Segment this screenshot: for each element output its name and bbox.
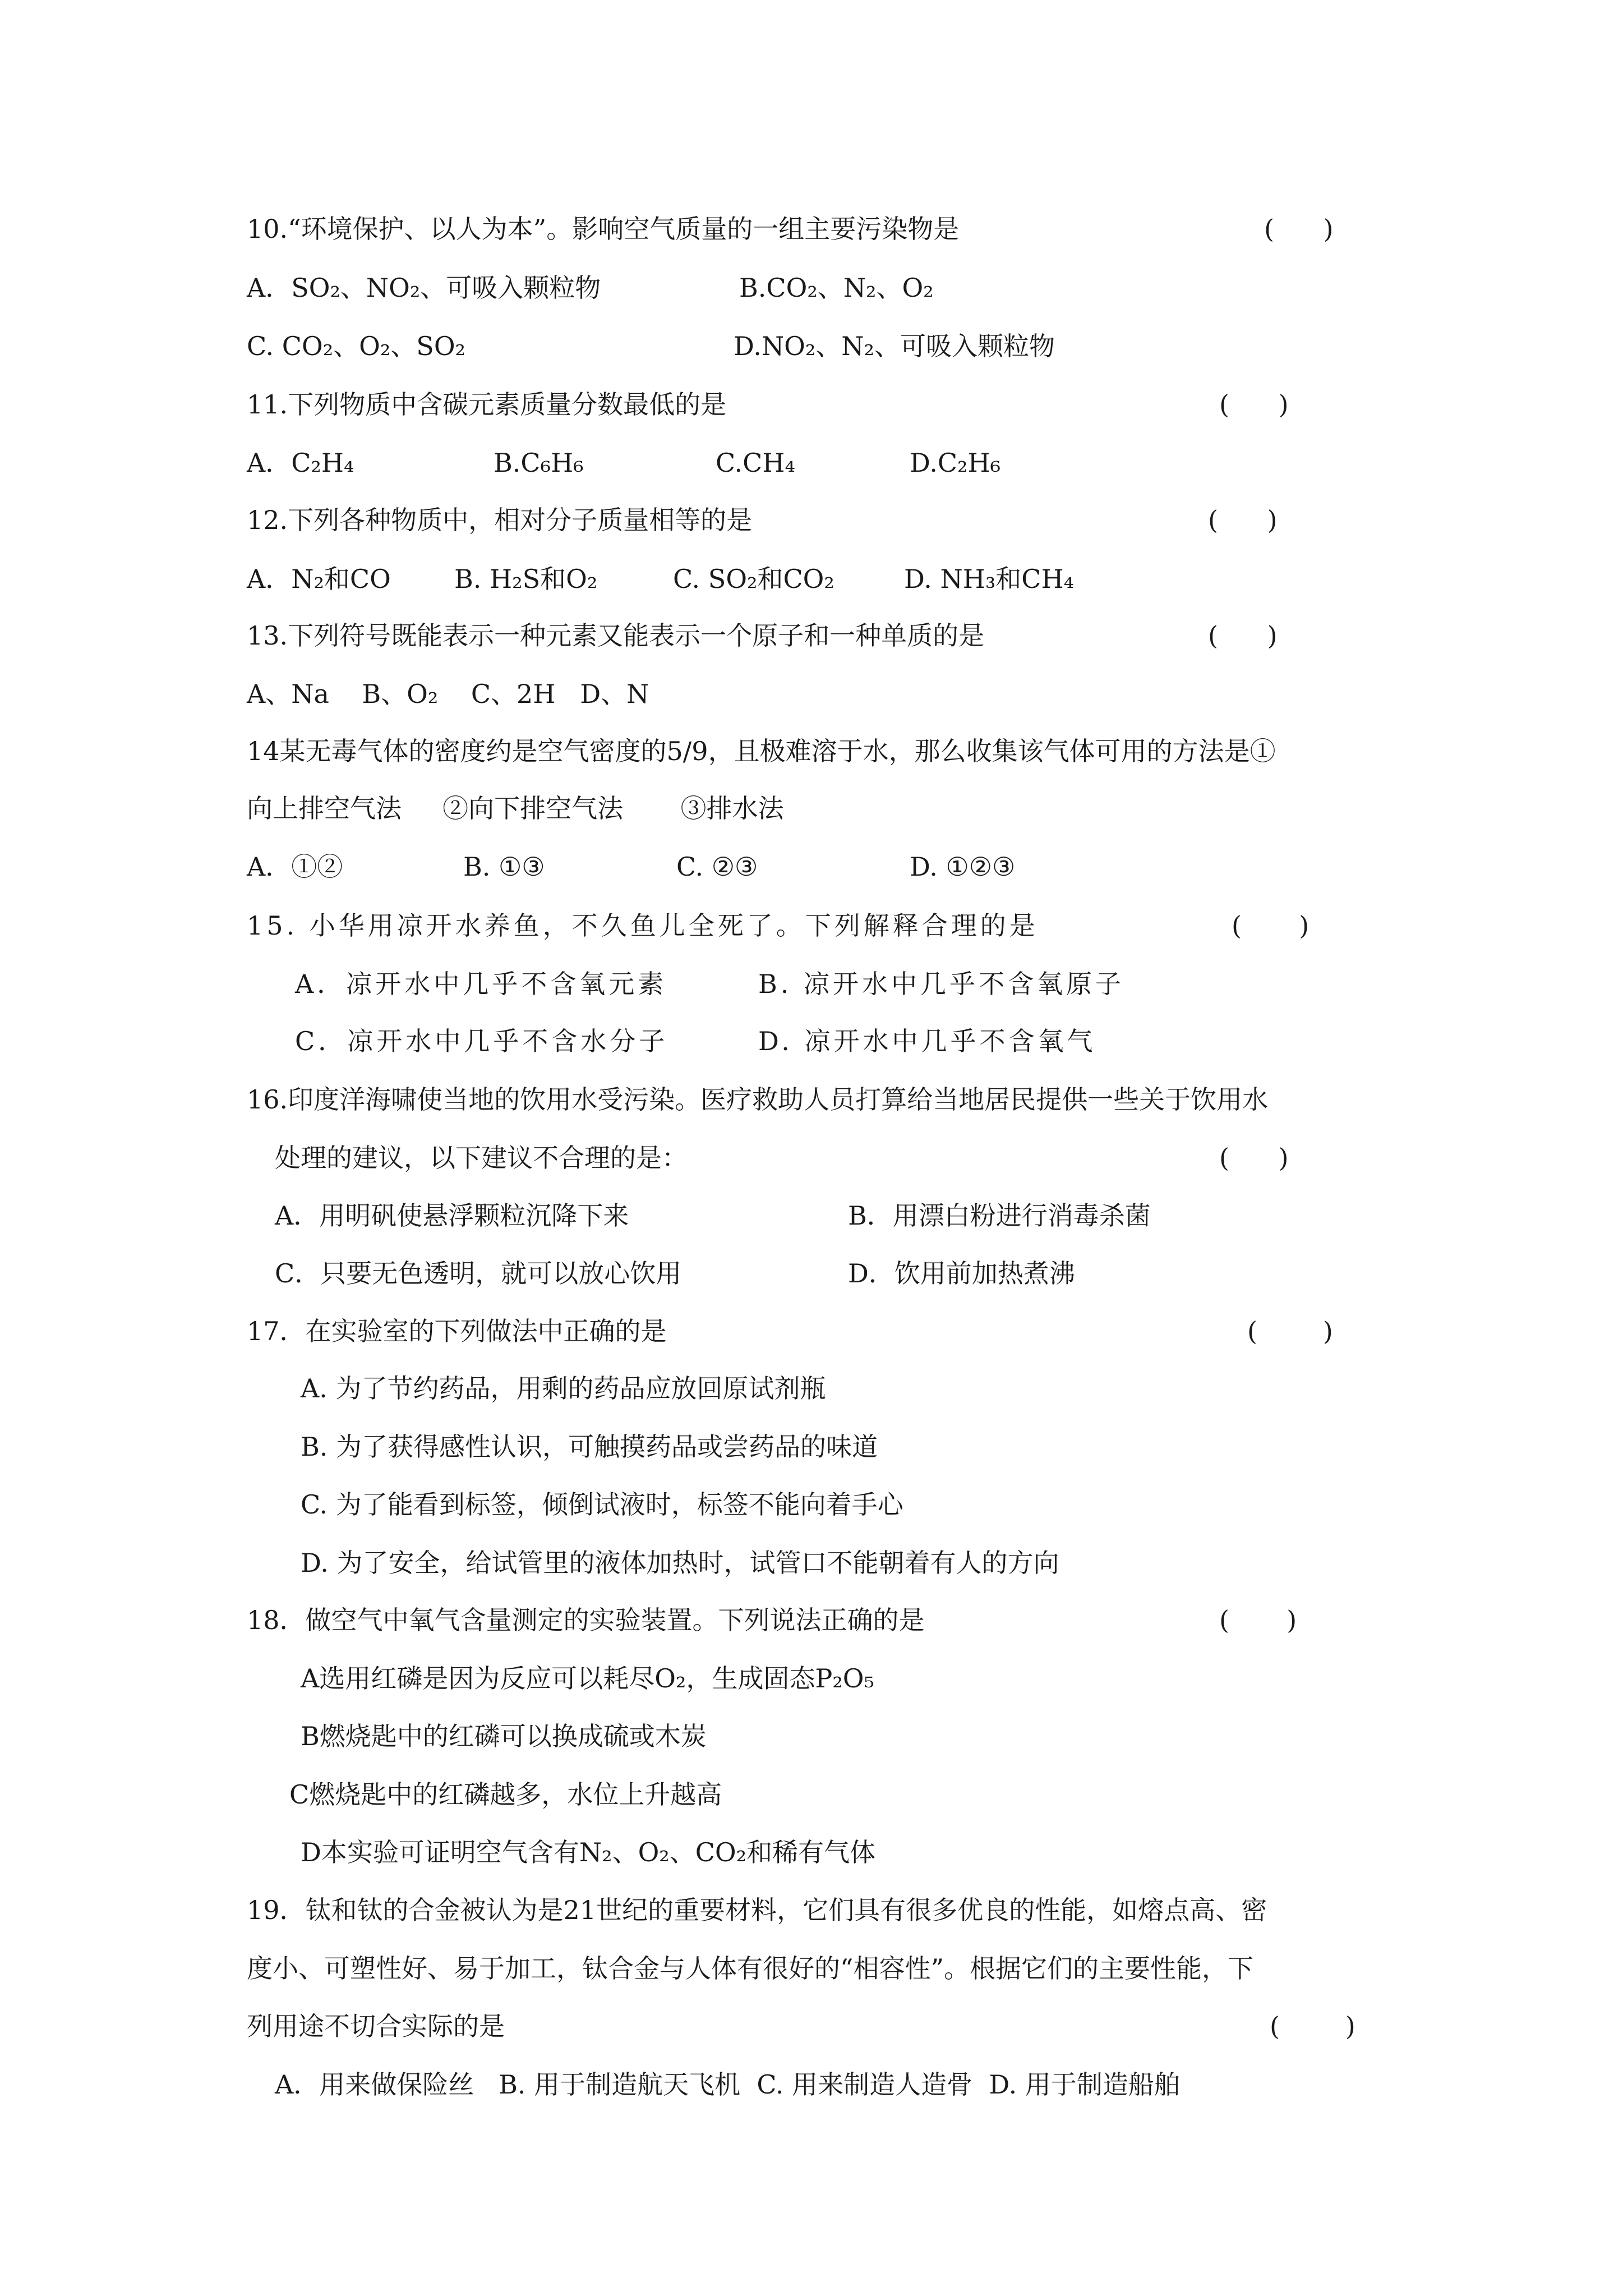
question-12-option-a: A．N₂和CO (247, 564, 391, 594)
question-19-stem-line-2: 度小、可塑性好、易于加工，钛合金与人体有很好的“相容性”。根据它们的主要性能，下 (247, 1953, 1254, 1984)
question-10-option-a: A．SO₂、NO₂、可吸入颗粒物 (247, 273, 601, 303)
question-19-answer-blank: ( ) (1270, 2011, 1355, 2041)
question-19-options: A．用来做保险丝 B. 用于制造航天飞机 C. 用来制造人造骨 D. 用于制造船舶 (275, 2069, 1180, 2100)
question-12-option-b: B. H₂S和O₂ (454, 564, 598, 594)
question-16-option-d: D．饮用前加热煮沸 (848, 1258, 1075, 1289)
question-13-options: A、Na B、O₂ C、2H D、N (247, 679, 649, 709)
question-14-stem-line-1: 14某无毒气体的密度约是空气密度的5/9，且极难溶于水，那么收集该气体可用的方法是① (247, 736, 1276, 766)
question-16-option-b: B．用漂白粉进行消毒杀菌 (848, 1200, 1151, 1231)
question-15-option-d: D. 凉开水中几乎不含氧气 (758, 1026, 1096, 1056)
question-16-option-c: C．只要无色透明，就可以放心饮用 (275, 1258, 682, 1289)
question-15-stem: 15. 小华用凉开水养鱼，不久鱼儿全死了。下列解释合理的是 (247, 910, 1039, 941)
question-19-stem-line-1: 19．钛和钛的合金被认为是21世纪的重要材料，它们具有很多优良的性能，如熔点高、密 (247, 1895, 1267, 1925)
question-11-option-b: B.C₆H₆ (494, 448, 584, 478)
question-16-answer-blank: ( ) (1219, 1143, 1289, 1173)
question-10-option-c: C. CO₂、O₂、SO₂ (247, 331, 465, 361)
question-16-stem-line-2: 处理的建议，以下建议不合理的是： (275, 1143, 688, 1173)
question-13-answer-blank: ( ) (1208, 620, 1278, 651)
question-11-option-d: D.C₂H₆ (910, 448, 1001, 478)
question-14-option-c: C. ②③ (676, 852, 758, 882)
question-11-option-c: C.CH₄ (716, 448, 795, 478)
question-11-option-a: A．C₂H₄ (247, 448, 354, 478)
question-17-option-b: B. 为了获得感性认识，可触摸药品或尝药品的味道 (301, 1432, 878, 1462)
question-18-stem: 18．做空气中氧气含量测定的实验装置。下列说法正确的是 (247, 1605, 925, 1635)
question-10-stem: 10.“环境保护、以人为本”。影响空气质量的一组主要污染物是 (247, 214, 960, 244)
question-10-option-d: D.NO₂、N₂、可吸入颗粒物 (734, 331, 1055, 361)
question-12-answer-blank: ( ) (1208, 505, 1278, 535)
question-17-answer-blank: ( ) (1247, 1316, 1333, 1346)
question-18-option-b: B燃烧匙中的红磷可以换成硫或木炭 (301, 1721, 707, 1751)
question-14-option-a: A．①② (247, 852, 343, 882)
question-15-option-a: A．凉开水中几乎不含氧元素 (295, 969, 667, 999)
question-19-stem-line-3: 列用途不切合实际的是 (247, 2011, 505, 2041)
question-18-option-c: C燃烧匙中的红磷越多，水位上升越高 (289, 1779, 722, 1810)
question-12-stem: 12.下列各种物质中，相对分子质量相等的是 (247, 505, 753, 535)
question-18-answer-blank: ( ) (1219, 1605, 1297, 1635)
question-10-option-b: B.CO₂、N₂、O₂ (739, 273, 934, 303)
question-11-answer-blank: ( ) (1219, 389, 1289, 420)
question-17-stem: 17．在实验室的下列做法中正确的是 (247, 1316, 667, 1346)
question-17-option-d: D. 为了安全，给试管里的液体加热时，试管口不能朝着有人的方向 (301, 1548, 1059, 1578)
question-17-option-a: A. 为了节约药品，用剩的药品应放回原试剂瓶 (301, 1373, 826, 1404)
question-10-answer-blank: ( ) (1264, 214, 1334, 244)
question-14-option-b: B. ①③ (463, 852, 545, 882)
question-16-option-a: A．用明矾使悬浮颗粒沉降下来 (275, 1200, 629, 1231)
question-15-answer-blank: ( ) (1232, 910, 1310, 941)
question-11-stem: 11.下列物质中含碳元素质量分数最低的是 (247, 389, 727, 420)
question-13-stem: 13.下列符号既能表示一种元素又能表示一个原子和一种单质的是 (247, 620, 985, 651)
question-12-option-d: D. NH₃和CH₄ (904, 564, 1075, 594)
question-14-option-d: D. ①②③ (910, 852, 1016, 882)
question-18-option-a: A选用红磷是因为反应可以耗尽O₂，生成固态P₂O₅ (301, 1663, 874, 1694)
question-12-option-c: C. SO₂和CO₂ (673, 564, 834, 594)
question-16-stem-line-1: 16.印度洋海啸使当地的饮用水受污染。医疗救助人员打算给当地居民提供一些关于饮用水 (247, 1084, 1269, 1115)
question-17-option-c: C. 为了能看到标签，倾倒试液时，标签不能向着手心 (301, 1489, 903, 1520)
question-18-option-d: D本实验可证明空气含有N₂、O₂、CO₂和稀有气体 (301, 1837, 876, 1867)
question-15-option-b: B. 凉开水中几乎不含氧原子 (758, 969, 1125, 999)
question-15-option-c: C．凉开水中几乎不含水分子 (295, 1026, 668, 1056)
question-14-stem-line-2: 向上排空气法 ②向下排空气法 ③排水法 (247, 793, 784, 823)
